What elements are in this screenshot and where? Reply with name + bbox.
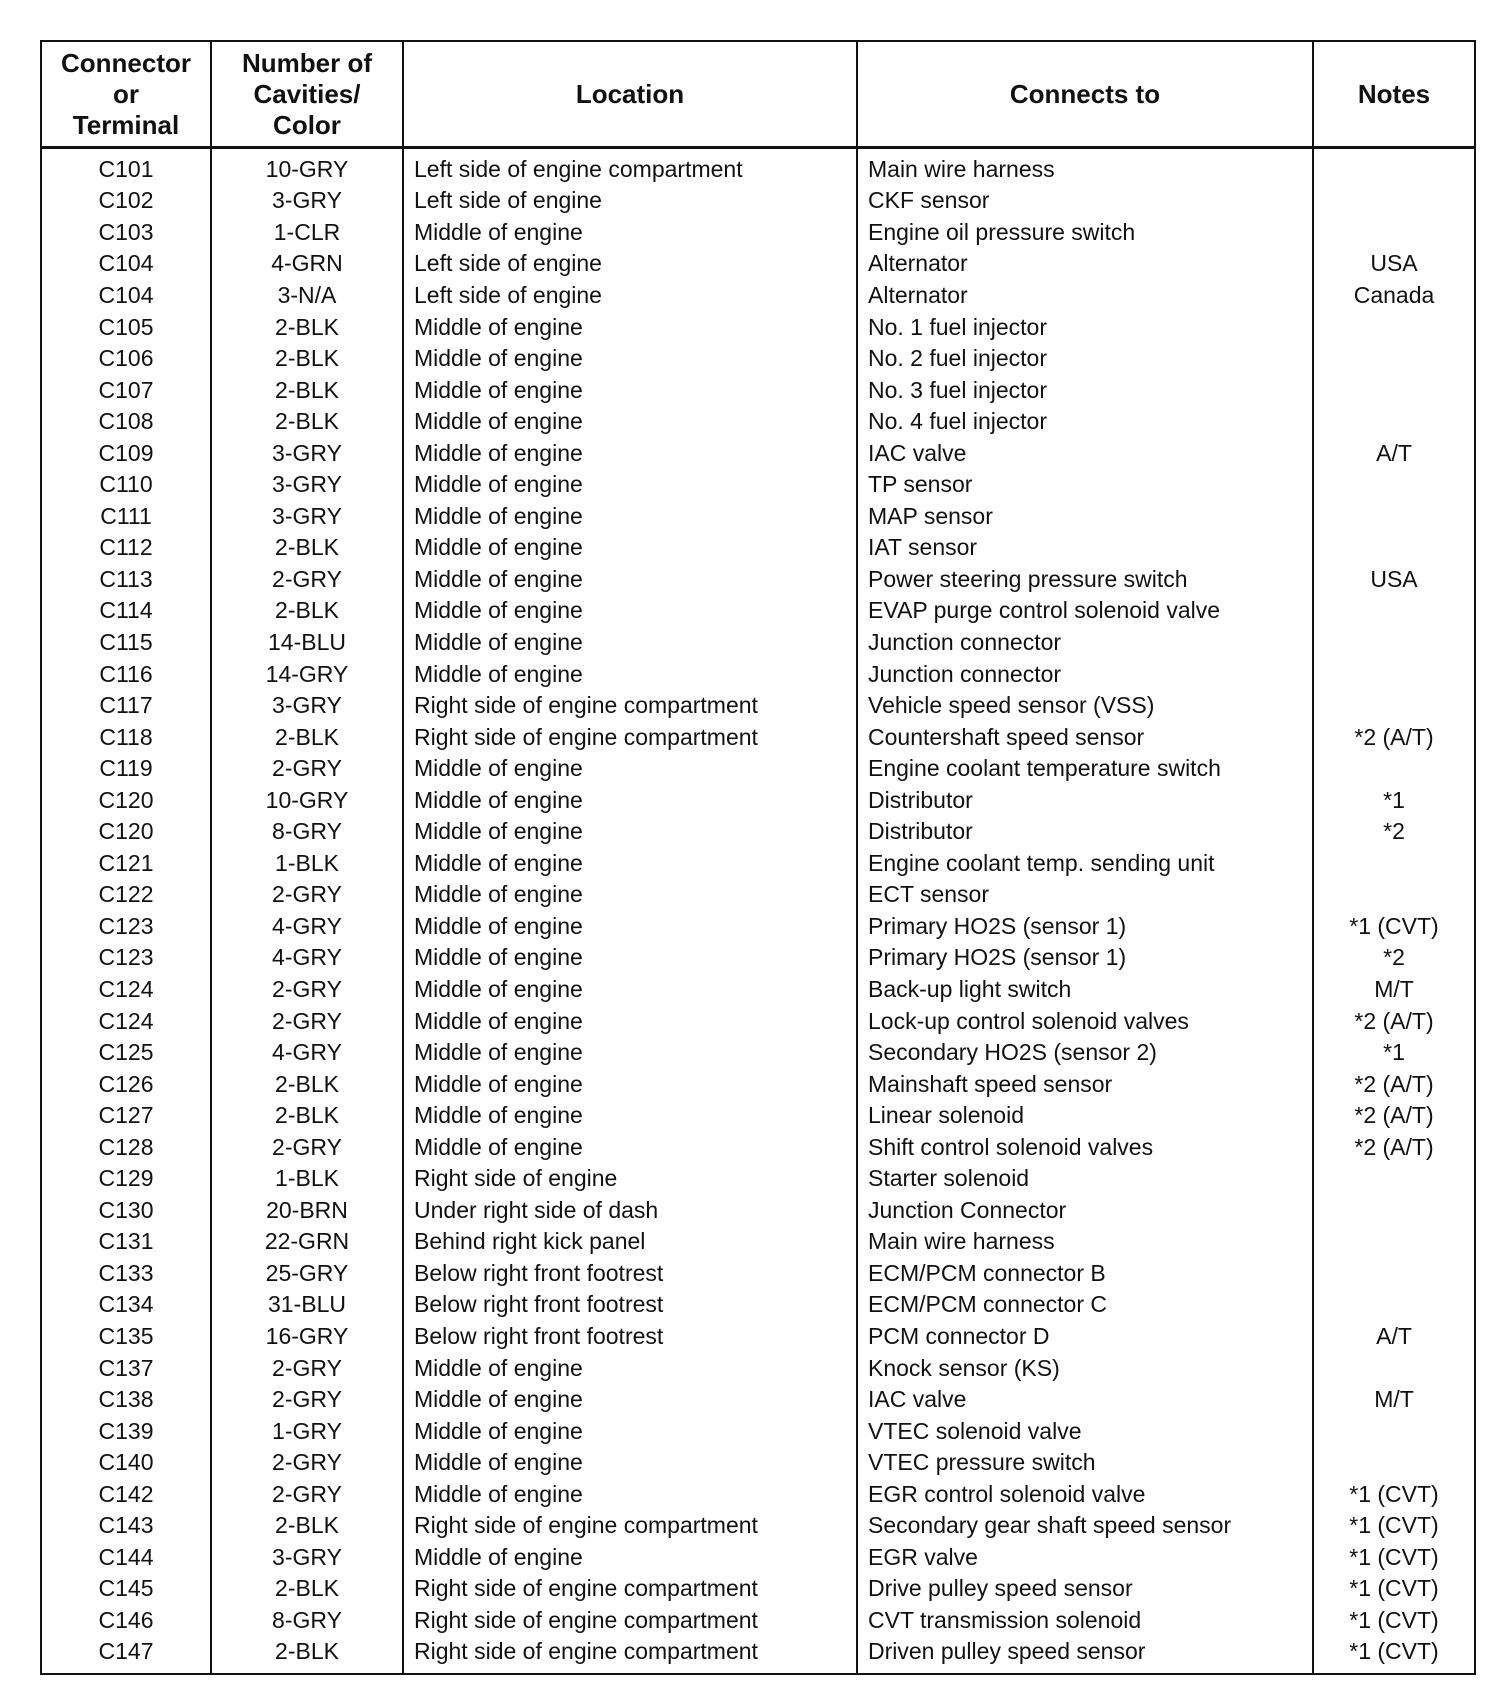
cell-notes: *2 (A/T) <box>1313 1005 1475 1037</box>
cell-notes <box>1313 1163 1475 1195</box>
cell-cavities-color: 2-GRY <box>211 1131 403 1163</box>
cell-cavities-color: 4-GRY <box>211 1036 403 1068</box>
table-row <box>41 405 1475 437</box>
table-row <box>41 532 1475 564</box>
cell-notes <box>1313 1415 1475 1447</box>
cell-cavities-color: 20-BRN <box>211 1194 403 1226</box>
cell-location: Middle of engine <box>403 1131 857 1163</box>
cell-connects-to: CKF sensor <box>857 185 1313 217</box>
cell-cavities-color: 2-BLK <box>211 721 403 753</box>
header-notes: Notes <box>1313 41 1475 148</box>
cell-location: Middle of engine <box>403 311 857 343</box>
cell-connector: C128 <box>41 1131 211 1163</box>
cell-cavities-color: 2-BLK <box>211 1099 403 1131</box>
table-row <box>41 1289 1475 1321</box>
cell-connector: C142 <box>41 1478 211 1510</box>
cell-connector: C143 <box>41 1510 211 1542</box>
table-row <box>41 1226 1475 1258</box>
cell-connects-to: No. 4 fuel injector <box>857 405 1313 437</box>
cell-connector: C109 <box>41 437 211 469</box>
table-row <box>41 1446 1475 1478</box>
cell-notes: A/T <box>1313 1320 1475 1352</box>
cell-location: Middle of engine <box>403 910 857 942</box>
cell-notes <box>1313 658 1475 690</box>
cell-cavities-color: 1-BLK <box>211 847 403 879</box>
cell-connects-to: Engine coolant temperature switch <box>857 752 1313 784</box>
cell-notes <box>1313 500 1475 532</box>
table-row <box>41 1383 1475 1415</box>
cell-notes <box>1313 1352 1475 1384</box>
table-row <box>41 185 1475 217</box>
cell-location: Left side of engine <box>403 185 857 217</box>
cell-location: Middle of engine <box>403 1383 857 1415</box>
cell-location: Middle of engine <box>403 437 857 469</box>
cell-notes <box>1313 532 1475 564</box>
cell-connector: C123 <box>41 910 211 942</box>
table-row <box>41 689 1475 721</box>
cell-connector: C113 <box>41 563 211 595</box>
cell-cavities-color: 10-GRY <box>211 784 403 816</box>
cell-location: Middle of engine <box>403 1541 857 1573</box>
table-row <box>41 879 1475 911</box>
cell-notes <box>1313 405 1475 437</box>
cell-connects-to: ECM/PCM connector B <box>857 1257 1313 1289</box>
cell-location: Middle of engine <box>403 1478 857 1510</box>
cell-location: Middle of engine <box>403 1352 857 1384</box>
cell-connects-to: Distributor <box>857 815 1313 847</box>
cell-cavities-color: 2-BLK <box>211 405 403 437</box>
cell-cavities-color: 4-GRY <box>211 910 403 942</box>
cell-location: Under right side of dash <box>403 1194 857 1226</box>
cell-connector: C130 <box>41 1194 211 1226</box>
table-row <box>41 1320 1475 1352</box>
table-row <box>41 1163 1475 1195</box>
cell-connector: C110 <box>41 468 211 500</box>
cell-connects-to: TP sensor <box>857 468 1313 500</box>
cell-connects-to: Driven pulley speed sensor <box>857 1636 1313 1675</box>
cell-cavities-color: 2-BLK <box>211 532 403 564</box>
cell-connector: C123 <box>41 942 211 974</box>
cell-cavities-color: 2-BLK <box>211 311 403 343</box>
cell-cavities-color: 2-BLK <box>211 1636 403 1675</box>
cell-notes: M/T <box>1313 973 1475 1005</box>
table-row <box>41 1541 1475 1573</box>
cell-cavities-color: 8-GRY <box>211 1604 403 1636</box>
cell-connector: C139 <box>41 1415 211 1447</box>
table-row <box>41 1510 1475 1542</box>
cell-location: Right side of engine compartment <box>403 1636 857 1675</box>
cell-connects-to: PCM connector D <box>857 1320 1313 1352</box>
cell-notes <box>1313 689 1475 721</box>
cell-cavities-color: 3-N/A <box>211 279 403 311</box>
table-row <box>41 815 1475 847</box>
cell-cavities-color: 2-GRY <box>211 752 403 784</box>
cell-connector: C129 <box>41 1163 211 1195</box>
cell-connects-to: Secondary gear shaft speed sensor <box>857 1510 1313 1542</box>
cell-notes <box>1313 1446 1475 1478</box>
cell-connects-to: No. 3 fuel injector <box>857 374 1313 406</box>
cell-notes: *1 (CVT) <box>1313 1604 1475 1636</box>
table-row <box>41 1036 1475 1068</box>
table-row <box>41 721 1475 753</box>
cell-cavities-color: 2-BLK <box>211 595 403 627</box>
cell-cavities-color: 2-BLK <box>211 342 403 374</box>
cell-notes: USA <box>1313 563 1475 595</box>
cell-location: Middle of engine <box>403 1068 857 1100</box>
cell-location: Middle of engine <box>403 563 857 595</box>
cell-cavities-color: 2-BLK <box>211 1068 403 1100</box>
cell-connector: C135 <box>41 1320 211 1352</box>
table-row <box>41 1352 1475 1384</box>
cell-connector: C145 <box>41 1573 211 1605</box>
cell-location: Middle of engine <box>403 784 857 816</box>
table-row <box>41 248 1475 280</box>
cell-connects-to: VTEC pressure switch <box>857 1446 1313 1478</box>
cell-connector: C147 <box>41 1636 211 1675</box>
cell-location: Middle of engine <box>403 216 857 248</box>
cell-location: Right side of engine compartment <box>403 1604 857 1636</box>
cell-cavities-color: 31-BLU <box>211 1289 403 1321</box>
cell-connects-to: MAP sensor <box>857 500 1313 532</box>
cell-connects-to: ECT sensor <box>857 879 1313 911</box>
header-location: Location <box>403 41 857 148</box>
cell-location: Middle of engine <box>403 595 857 627</box>
cell-location: Middle of engine <box>403 815 857 847</box>
cell-cavities-color: 14-GRY <box>211 658 403 690</box>
cell-connector: C117 <box>41 689 211 721</box>
cell-connects-to: Shift control solenoid valves <box>857 1131 1313 1163</box>
cell-connector: C101 <box>41 148 211 185</box>
cell-location: Middle of engine <box>403 942 857 974</box>
cell-location: Middle of engine <box>403 405 857 437</box>
cell-connector: C105 <box>41 311 211 343</box>
table-row <box>41 784 1475 816</box>
cell-location: Middle of engine <box>403 532 857 564</box>
cell-connector: C120 <box>41 784 211 816</box>
cell-connects-to: No. 1 fuel injector <box>857 311 1313 343</box>
cell-location: Left side of engine compartment <box>403 148 857 185</box>
cell-notes <box>1313 148 1475 185</box>
table-row <box>41 595 1475 627</box>
table-row <box>41 468 1475 500</box>
table-row <box>41 279 1475 311</box>
cell-location: Middle of engine <box>403 752 857 784</box>
cell-notes <box>1313 595 1475 627</box>
cell-location: Middle of engine <box>403 973 857 1005</box>
cell-connector: C140 <box>41 1446 211 1478</box>
cell-cavities-color: 14-BLU <box>211 626 403 658</box>
table-row <box>41 1478 1475 1510</box>
cell-connects-to: VTEC solenoid valve <box>857 1415 1313 1447</box>
cell-notes <box>1313 374 1475 406</box>
cell-notes <box>1313 216 1475 248</box>
cell-connector: C120 <box>41 815 211 847</box>
cell-connector: C138 <box>41 1383 211 1415</box>
cell-cavities-color: 3-GRY <box>211 468 403 500</box>
cell-notes: USA <box>1313 248 1475 280</box>
cell-connects-to: Secondary HO2S (sensor 2) <box>857 1036 1313 1068</box>
cell-cavities-color: 10-GRY <box>211 148 403 185</box>
cell-notes: *1 (CVT) <box>1313 1510 1475 1542</box>
cell-cavities-color: 3-GRY <box>211 689 403 721</box>
cell-location: Right side of engine compartment <box>403 689 857 721</box>
cell-location: Middle of engine <box>403 626 857 658</box>
cell-notes <box>1313 847 1475 879</box>
table-row <box>41 216 1475 248</box>
cell-connects-to: Mainshaft speed sensor <box>857 1068 1313 1100</box>
cell-location: Middle of engine <box>403 658 857 690</box>
cell-connector: C114 <box>41 595 211 627</box>
cell-location: Left side of engine <box>403 248 857 280</box>
cell-connects-to: ECM/PCM connector C <box>857 1289 1313 1321</box>
table-row <box>41 1257 1475 1289</box>
cell-location: Middle of engine <box>403 374 857 406</box>
cell-location: Middle of engine <box>403 500 857 532</box>
cell-cavities-color: 3-GRY <box>211 437 403 469</box>
cell-connector: C124 <box>41 973 211 1005</box>
cell-connector: C125 <box>41 1036 211 1068</box>
cell-location: Middle of engine <box>403 468 857 500</box>
table-row <box>41 1068 1475 1100</box>
header-connector: Connector or Terminal <box>41 41 211 148</box>
cell-cavities-color: 3-GRY <box>211 1541 403 1573</box>
cell-connector: C133 <box>41 1257 211 1289</box>
cell-cavities-color: 2-GRY <box>211 1352 403 1384</box>
cell-location: Middle of engine <box>403 847 857 879</box>
table-row <box>41 374 1475 406</box>
cell-location: Behind right kick panel <box>403 1226 857 1258</box>
cell-connector: C106 <box>41 342 211 374</box>
cell-connector: C111 <box>41 500 211 532</box>
cell-notes <box>1313 342 1475 374</box>
cell-cavities-color: 1-BLK <box>211 1163 403 1195</box>
cell-notes: *1 (CVT) <box>1313 910 1475 942</box>
cell-notes <box>1313 752 1475 784</box>
cell-connects-to: Starter solenoid <box>857 1163 1313 1195</box>
cell-connector: C146 <box>41 1604 211 1636</box>
table-body <box>41 148 1475 1675</box>
cell-location: Middle of engine <box>403 1036 857 1068</box>
cell-location: Right side of engine compartment <box>403 721 857 753</box>
cell-connects-to: IAC valve <box>857 1383 1313 1415</box>
cell-cavities-color: 3-GRY <box>211 500 403 532</box>
cell-connector: C127 <box>41 1099 211 1131</box>
cell-location: Middle of engine <box>403 1099 857 1131</box>
table-row <box>41 1131 1475 1163</box>
cell-connector: C121 <box>41 847 211 879</box>
cell-connects-to: Linear solenoid <box>857 1099 1313 1131</box>
table-row <box>41 658 1475 690</box>
table-row <box>41 437 1475 469</box>
table-row <box>41 342 1475 374</box>
header-cavities: Number of Cavities/ Color <box>211 41 403 148</box>
cell-cavities-color: 4-GRN <box>211 248 403 280</box>
cell-connects-to: Alternator <box>857 279 1313 311</box>
cell-connector: C107 <box>41 374 211 406</box>
cell-connects-to: Knock sensor (KS) <box>857 1352 1313 1384</box>
table-row <box>41 500 1475 532</box>
table-row <box>41 563 1475 595</box>
cell-connector: C137 <box>41 1352 211 1384</box>
cell-connector: C112 <box>41 532 211 564</box>
table-row <box>41 847 1475 879</box>
cell-location: Middle of engine <box>403 1415 857 1447</box>
cell-connector: C118 <box>41 721 211 753</box>
cell-cavities-color: 2-GRY <box>211 973 403 1005</box>
cell-notes: *2 (A/T) <box>1313 721 1475 753</box>
cell-notes: M/T <box>1313 1383 1475 1415</box>
cell-cavities-color: 25-GRY <box>211 1257 403 1289</box>
table-row <box>41 973 1475 1005</box>
cell-notes: *1 <box>1313 784 1475 816</box>
cell-connector: C116 <box>41 658 211 690</box>
cell-cavities-color: 1-CLR <box>211 216 403 248</box>
cell-connects-to: Engine coolant temp. sending unit <box>857 847 1313 879</box>
cell-connects-to: Countershaft speed sensor <box>857 721 1313 753</box>
cell-connector: C115 <box>41 626 211 658</box>
table-row <box>41 1573 1475 1605</box>
cell-connector: C122 <box>41 879 211 911</box>
cell-cavities-color: 22-GRN <box>211 1226 403 1258</box>
cell-connects-to: IAT sensor <box>857 532 1313 564</box>
cell-connects-to: Primary HO2S (sensor 1) <box>857 942 1313 974</box>
cell-connector: C104 <box>41 248 211 280</box>
table-row <box>41 752 1475 784</box>
cell-connector: C144 <box>41 1541 211 1573</box>
cell-notes: *2 <box>1313 942 1475 974</box>
cell-notes: *2 (A/T) <box>1313 1099 1475 1131</box>
cell-location: Right side of engine compartment <box>403 1573 857 1605</box>
table-row <box>41 1194 1475 1226</box>
cell-connects-to: Alternator <box>857 248 1313 280</box>
cell-connector: C103 <box>41 216 211 248</box>
cell-connector: C119 <box>41 752 211 784</box>
cell-location: Middle of engine <box>403 879 857 911</box>
cell-connects-to: EGR control solenoid valve <box>857 1478 1313 1510</box>
cell-cavities-color: 8-GRY <box>211 815 403 847</box>
cell-connects-to: Power steering pressure switch <box>857 563 1313 595</box>
cell-cavities-color: 4-GRY <box>211 942 403 974</box>
cell-location: Below right front footrest <box>403 1289 857 1321</box>
cell-cavities-color: 2-BLK <box>211 374 403 406</box>
cell-notes: *1 (CVT) <box>1313 1478 1475 1510</box>
cell-cavities-color: 16-GRY <box>211 1320 403 1352</box>
header-row <box>41 41 1475 148</box>
cell-location: Middle of engine <box>403 1446 857 1478</box>
table-row <box>41 1636 1475 1675</box>
table-row <box>41 1099 1475 1131</box>
cell-notes <box>1313 1194 1475 1226</box>
cell-notes <box>1313 626 1475 658</box>
cell-notes: *2 <box>1313 815 1475 847</box>
cell-notes: *1 <box>1313 1036 1475 1068</box>
table-row <box>41 148 1475 185</box>
cell-connector: C134 <box>41 1289 211 1321</box>
cell-connects-to: Primary HO2S (sensor 1) <box>857 910 1313 942</box>
connector-table <box>40 40 1476 1675</box>
cell-notes <box>1313 185 1475 217</box>
cell-location: Middle of engine <box>403 342 857 374</box>
cell-location: Below right front footrest <box>403 1320 857 1352</box>
cell-notes <box>1313 311 1475 343</box>
cell-cavities-color: 1-GRY <box>211 1415 403 1447</box>
cell-connects-to: Junction connector <box>857 626 1313 658</box>
cell-connects-to: Main wire harness <box>857 1226 1313 1258</box>
cell-notes <box>1313 1257 1475 1289</box>
cell-connects-to: Junction connector <box>857 658 1313 690</box>
cell-connects-to: No. 2 fuel injector <box>857 342 1313 374</box>
cell-connects-to: Drive pulley speed sensor <box>857 1573 1313 1605</box>
cell-notes: *1 (CVT) <box>1313 1636 1475 1675</box>
cell-connector: C102 <box>41 185 211 217</box>
cell-connects-to: Engine oil pressure switch <box>857 216 1313 248</box>
cell-connects-to: IAC valve <box>857 437 1313 469</box>
cell-cavities-color: 2-BLK <box>211 1573 403 1605</box>
cell-cavities-color: 2-GRY <box>211 1446 403 1478</box>
cell-cavities-color: 2-GRY <box>211 1005 403 1037</box>
table-row <box>41 1005 1475 1037</box>
cell-cavities-color: 3-GRY <box>211 185 403 217</box>
cell-notes <box>1313 1226 1475 1258</box>
cell-connects-to: Back-up light switch <box>857 973 1313 1005</box>
cell-location: Middle of engine <box>403 1005 857 1037</box>
cell-notes: *1 (CVT) <box>1313 1541 1475 1573</box>
cell-connector: C108 <box>41 405 211 437</box>
cell-connects-to: Junction Connector <box>857 1194 1313 1226</box>
cell-notes: *2 (A/T) <box>1313 1131 1475 1163</box>
table-row <box>41 311 1475 343</box>
table-row <box>41 942 1475 974</box>
cell-connects-to: Main wire harness <box>857 148 1313 185</box>
cell-cavities-color: 2-BLK <box>211 1510 403 1542</box>
cell-notes <box>1313 468 1475 500</box>
table-row <box>41 1604 1475 1636</box>
cell-cavities-color: 2-GRY <box>211 1383 403 1415</box>
cell-notes <box>1313 879 1475 911</box>
cell-location: Right side of engine <box>403 1163 857 1195</box>
cell-connects-to: CVT transmission solenoid <box>857 1604 1313 1636</box>
cell-location: Right side of engine compartment <box>403 1510 857 1542</box>
cell-notes: *2 (A/T) <box>1313 1068 1475 1100</box>
table-row <box>41 626 1475 658</box>
cell-cavities-color: 2-GRY <box>211 563 403 595</box>
cell-cavities-color: 2-GRY <box>211 1478 403 1510</box>
cell-connects-to: EGR valve <box>857 1541 1313 1573</box>
cell-location: Left side of engine <box>403 279 857 311</box>
table-row <box>41 910 1475 942</box>
cell-notes <box>1313 1289 1475 1321</box>
header-connects-to: Connects to <box>857 41 1313 148</box>
connector-table-sheet <box>40 40 1474 1675</box>
cell-connects-to: Lock-up control solenoid valves <box>857 1005 1313 1037</box>
cell-connects-to: Vehicle speed sensor (VSS) <box>857 689 1313 721</box>
cell-cavities-color: 2-GRY <box>211 879 403 911</box>
cell-location: Below right front footrest <box>403 1257 857 1289</box>
table-row <box>41 1415 1475 1447</box>
cell-connector: C124 <box>41 1005 211 1037</box>
cell-connector: C126 <box>41 1068 211 1100</box>
cell-notes: A/T <box>1313 437 1475 469</box>
cell-connector: C104 <box>41 279 211 311</box>
cell-connects-to: EVAP purge control solenoid valve <box>857 595 1313 627</box>
cell-notes: *1 (CVT) <box>1313 1573 1475 1605</box>
cell-notes: Canada <box>1313 279 1475 311</box>
cell-connector: C131 <box>41 1226 211 1258</box>
cell-connects-to: Distributor <box>857 784 1313 816</box>
